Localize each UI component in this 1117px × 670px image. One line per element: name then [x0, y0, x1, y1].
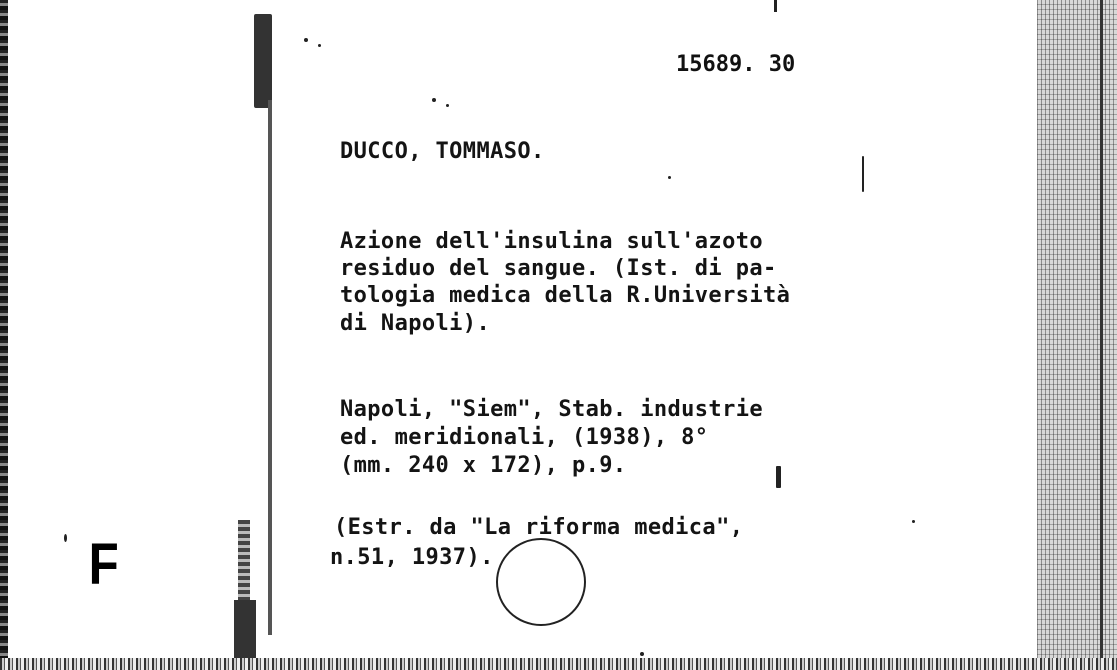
- card-identifier: 15689. 30: [676, 52, 796, 77]
- scan-mark: [862, 156, 864, 192]
- title-line-2: residuo del sangue. (Ist. di pa-: [340, 256, 777, 281]
- scan-speck: [64, 534, 67, 542]
- imprint-line-2: ed. meridionali, (1938), 8°: [340, 425, 709, 450]
- card-left-border-top: [254, 14, 272, 108]
- note-line-2: n.51, 1937).: [330, 545, 494, 570]
- card-left-border: [268, 100, 272, 635]
- scan-speck: [668, 176, 671, 179]
- scan-speck: [304, 38, 308, 42]
- stamp-letter: F: [88, 532, 119, 597]
- hand-drawn-circle: [496, 538, 586, 626]
- title-line-1: Azione dell'insulina sull'azoto: [340, 229, 763, 254]
- film-right-line: [1100, 0, 1103, 670]
- title-line-3: tologia medica della R.Università: [340, 283, 791, 308]
- author-heading: DUCCO, TOMMASO.: [340, 139, 545, 164]
- scan-speck: [446, 104, 449, 107]
- scan-speck: [318, 44, 321, 47]
- film-left-edge: [0, 0, 8, 670]
- note-line-1: (Estr. da "La riforma medica",: [334, 515, 744, 540]
- film-right-edge: [1037, 0, 1117, 670]
- card-left-border-mid: [238, 520, 250, 610]
- scan-speck: [432, 98, 436, 102]
- card-left-border-bottom: [234, 600, 256, 660]
- scan-speck: [640, 652, 644, 656]
- film-top-tick: [774, 0, 777, 12]
- imprint-line-1: Napoli, "Siem", Stab. industrie: [340, 397, 763, 422]
- imprint-line-3: (mm. 240 x 172), p.9.: [340, 453, 627, 478]
- scan-mark: [776, 466, 781, 488]
- film-bottom-edge: [0, 658, 1117, 670]
- scan-speck: [912, 520, 915, 523]
- title-line-4: di Napoli).: [340, 311, 491, 336]
